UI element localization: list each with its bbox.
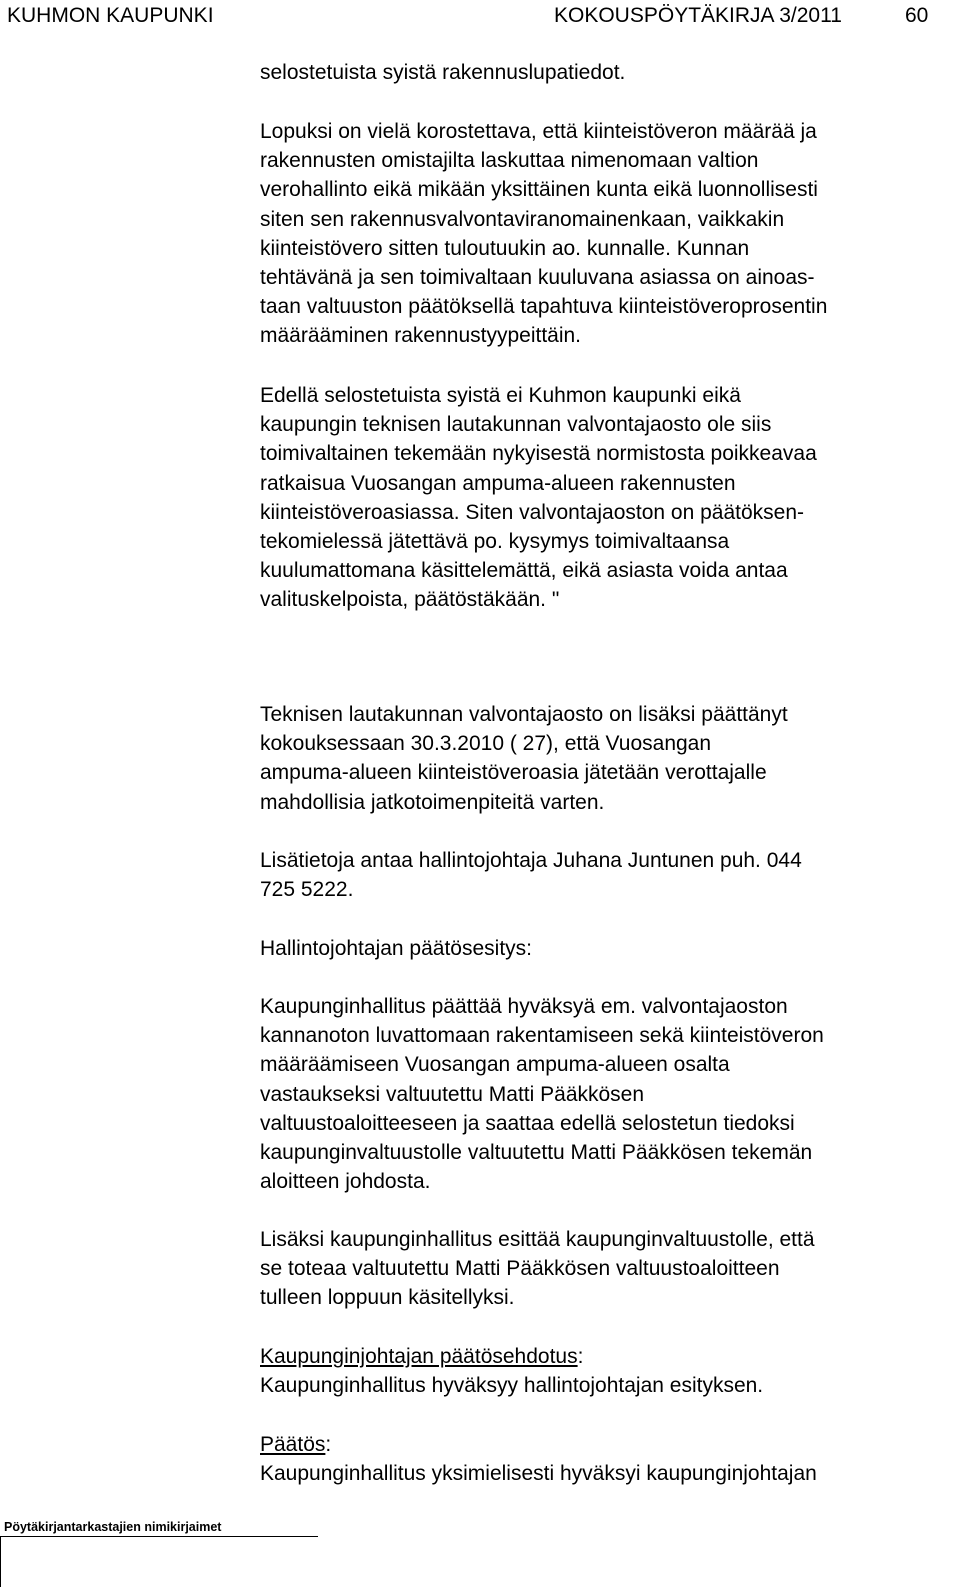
header-document-title: KOKOUSPÖYTÄKIRJA 3/2011: [554, 4, 842, 27]
paragraph-proposal: Kaupunginhallitus päättää hyväksyä em. valvontajaoston kannanoton luvattomaan rakentamiseen sekä kiinteistöveron määräämiseen Vuosangan ampuma-alueen osalta vastaukseksi valtuutettu Matti Pääkkösen valtuustoaloitteeseen ja saattaa edellä selostetun tiedoksi kaupunginvaltuustolle valtuutettu Matti Pääkkösen tekemän aloitteen johdosta.: [260, 995, 824, 1194]
decision-section: Päätös: Kaupunginhallitus yksimielisesti hyväksyi kaupunginjohtajan: [260, 1430, 950, 1488]
paragraph-additional-proposal: Lisäksi kaupunginhallitus esittää kaupunginvaltuustolle, että se toteaa valtuutettu Matti Pääkkösen valtuustoaloitteen tulleen loppuun käsitellyksi.: [260, 1228, 815, 1310]
heading-administrative-proposal: Hallintojohtajan päätösesitys:: [260, 937, 532, 960]
signature-label: Pöytäkirjantarkastajien nimikirjaimet: [4, 1520, 222, 1534]
paragraph-intro: selostetuista syistä rakennuslupatiedot.: [260, 61, 626, 84]
paragraph-conclusion: Edellä selostetuista syistä ei Kuhmon kaupunki eikä kaupungin teknisen lautakunnan valvontajaosto ole siis toimivaltainen tekemään nykyisestä normistosta poikkeavaa ratkaisua Vuosangan ampuma-alueen rakennusten kiinteistöveroasiassa. Siten valvontajaoston on päätöksen- tekomielessä jätettävä po. kysymys toimivaltaansa kuulumattomana käsittelemättä, eikä asiasta voida antaa valituskelpoista, päätöstäkään. ": [260, 384, 817, 612]
signature-divider: [0, 1536, 318, 1537]
paragraph-tax-authority: Lopuksi on vielä korostettava, että kiinteistöveron määrää ja rakennusten omistajilta laskuttaa nimenomaan valtion verohallinto eikä mikään yksittäinen kunta eikä luonnollisesti siten sen rakennusvalvontaviranomainenkaan, vaikkakin kiinteistövero sitten tuloutuukin ao. kunnalle. Kunnan tehtävänä ja sen toimivaltaan kuuluvana asiassa on ainoas- taan valtuuston päätöksellä tapahtuva kiinteistöveroprosentin määrääminen rakennustyypeittäin.: [260, 120, 828, 348]
decision-text: Kaupunginhallitus yksimielisesti hyväksyi kaupunginjohtajan: [260, 1462, 817, 1486]
heading-decision: Päätös: [260, 1433, 326, 1456]
header-organization: KUHMON KAUPUNKI: [7, 4, 214, 27]
heading-mayor-proposal: Kaupunginjohtajan päätösehdotus: [260, 1345, 578, 1368]
mayor-proposal-text: Kaupunginhallitus hyväksyy hallintojohtajan esityksen.: [260, 1374, 764, 1398]
signature-box: [0, 1536, 1, 1587]
mayor-proposal-section: Kaupunginjohtajan päätösehdotus: Kaupunginhallitus hyväksyy hallintojohtajan esityksen.: [260, 1342, 950, 1400]
header-page-number: 60: [905, 4, 929, 27]
paragraph-contact-info: Lisätietoja antaa hallintojohtaja Juhana Juntunen puh. 044 725 5222.: [260, 849, 802, 902]
paragraph-committee-decision: Teknisen lautakunnan valvontajaosto on lisäksi päättänyt kokouksessaan 30.3.2010 ( 27), että Vuosangan ampuma-alueen kiinteistöveroasia jätetään verottajalle mahdollisia jatkotoimenpiteitä varten.: [260, 703, 788, 814]
page-header: [0, 0, 960, 34]
